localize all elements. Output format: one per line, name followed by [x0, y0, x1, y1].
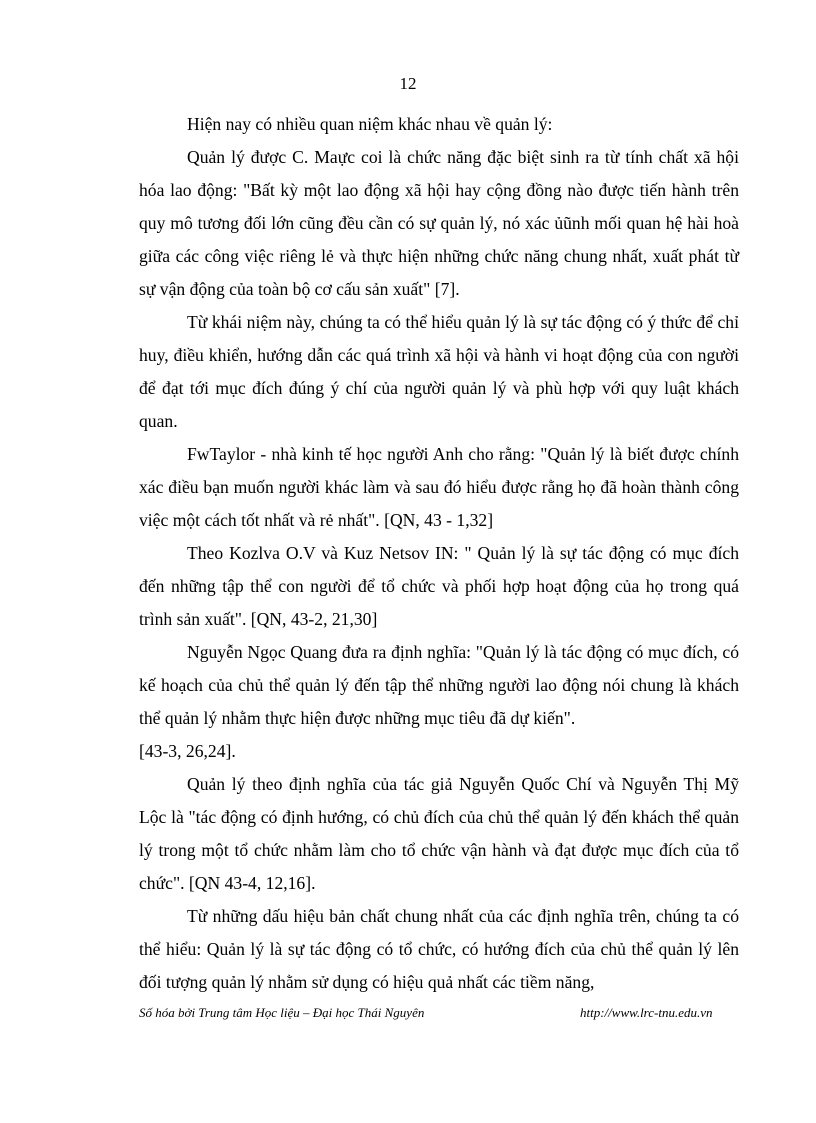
footer-url: http://www.lrc-tnu.edu.vn — [580, 1005, 713, 1020]
paragraph: Quản lý được C. Maực coi là chức năng đặc biệt sinh ra từ tính chất xã hội hóa lao động: "Bất kỳ một lao động xã hội hay cộng đồng nào được tiến hành trên quy mô tương đối lớn cũng đều cần có sự quản lý, nó xác ủũnh mối quan hệ hài hoà giữa các công việc riêng lẻ và thực hiện những chức năng chung nhất, xuất phát từ sự vận động của toàn bộ cơ cấu sản xuất" [7]. — [139, 147, 739, 299]
paragraph: FwTaylor - nhà kinh tế học người Anh cho rằng: "Quản lý là biết được chính xác điều bạn muốn người khác làm và sau đó hiểu được rằng họ đã hoàn thành công việc một cách tốt nhất và rẻ nhất". [QN, 43 - 1,32] — [139, 444, 739, 530]
paragraph: Từ khái niệm này, chúng ta có thể hiểu quản lý là sự tác động có ý thức để chỉ huy, điều khiển, hướng dẫn các quá trình xã hội và hành vi hoạt động của con người để đạt tới mục đích đúng ý chí của người quản lý và phù hợp với quy luật khách quan. — [139, 312, 739, 431]
page-number: 12 — [399, 74, 417, 93]
paragraph: Hiện nay có nhiều quan niệm khác nhau về quản lý: — [187, 114, 553, 134]
paragraph: Quản lý theo định nghĩa của tác giả Nguyễn Quốc Chí và Nguyễn Thị Mỹ Lộc là "tác động có định hướng, có chủ đích của chủ thể quản lý đến khách thể quản lý trong một tổ chức nhằm làm cho tổ chức vận hành và đạt được mục đích của tổ chức". [QN 43-4, 12,16]. — [139, 774, 739, 893]
paragraph: Từ những dấu hiệu bản chất chung nhất của các định nghĩa trên, chúng ta có thể hiểu: Quản lý là sự tác động có tổ chức, có hướng đích của chủ thể quản lý lên đối tượng quản lý nhằm sử dụng có hiệu quả nhất các tiềm năng, — [139, 906, 739, 992]
footer-source-text: Số hóa bởi Trung tâm Học liệu – Đại học Thái Nguyên — [139, 1005, 425, 1020]
paragraph: Nguyễn Ngọc Quang đưa ra định nghĩa: "Quản lý là tác động có mục đích, có kế hoạch của chủ thể quản lý đến tập thể những người lao động nói chung là khách thể quản lý nhằm thực hiện được những mục tiêu đã dự kiến". — [139, 642, 739, 728]
body-text — [139, 108, 739, 999]
paragraph: Theo Kozlva O.V và Kuz Netsov IN: " Quản lý là sự tác động có mục đích đến những tập thể con người để tổ chức và phối hợp hoạt động của họ trong quá trình sản xuất". [QN, 43-2, 21,30] — [139, 543, 739, 629]
citation-line: [43-3, 26,24]. — [139, 741, 236, 761]
